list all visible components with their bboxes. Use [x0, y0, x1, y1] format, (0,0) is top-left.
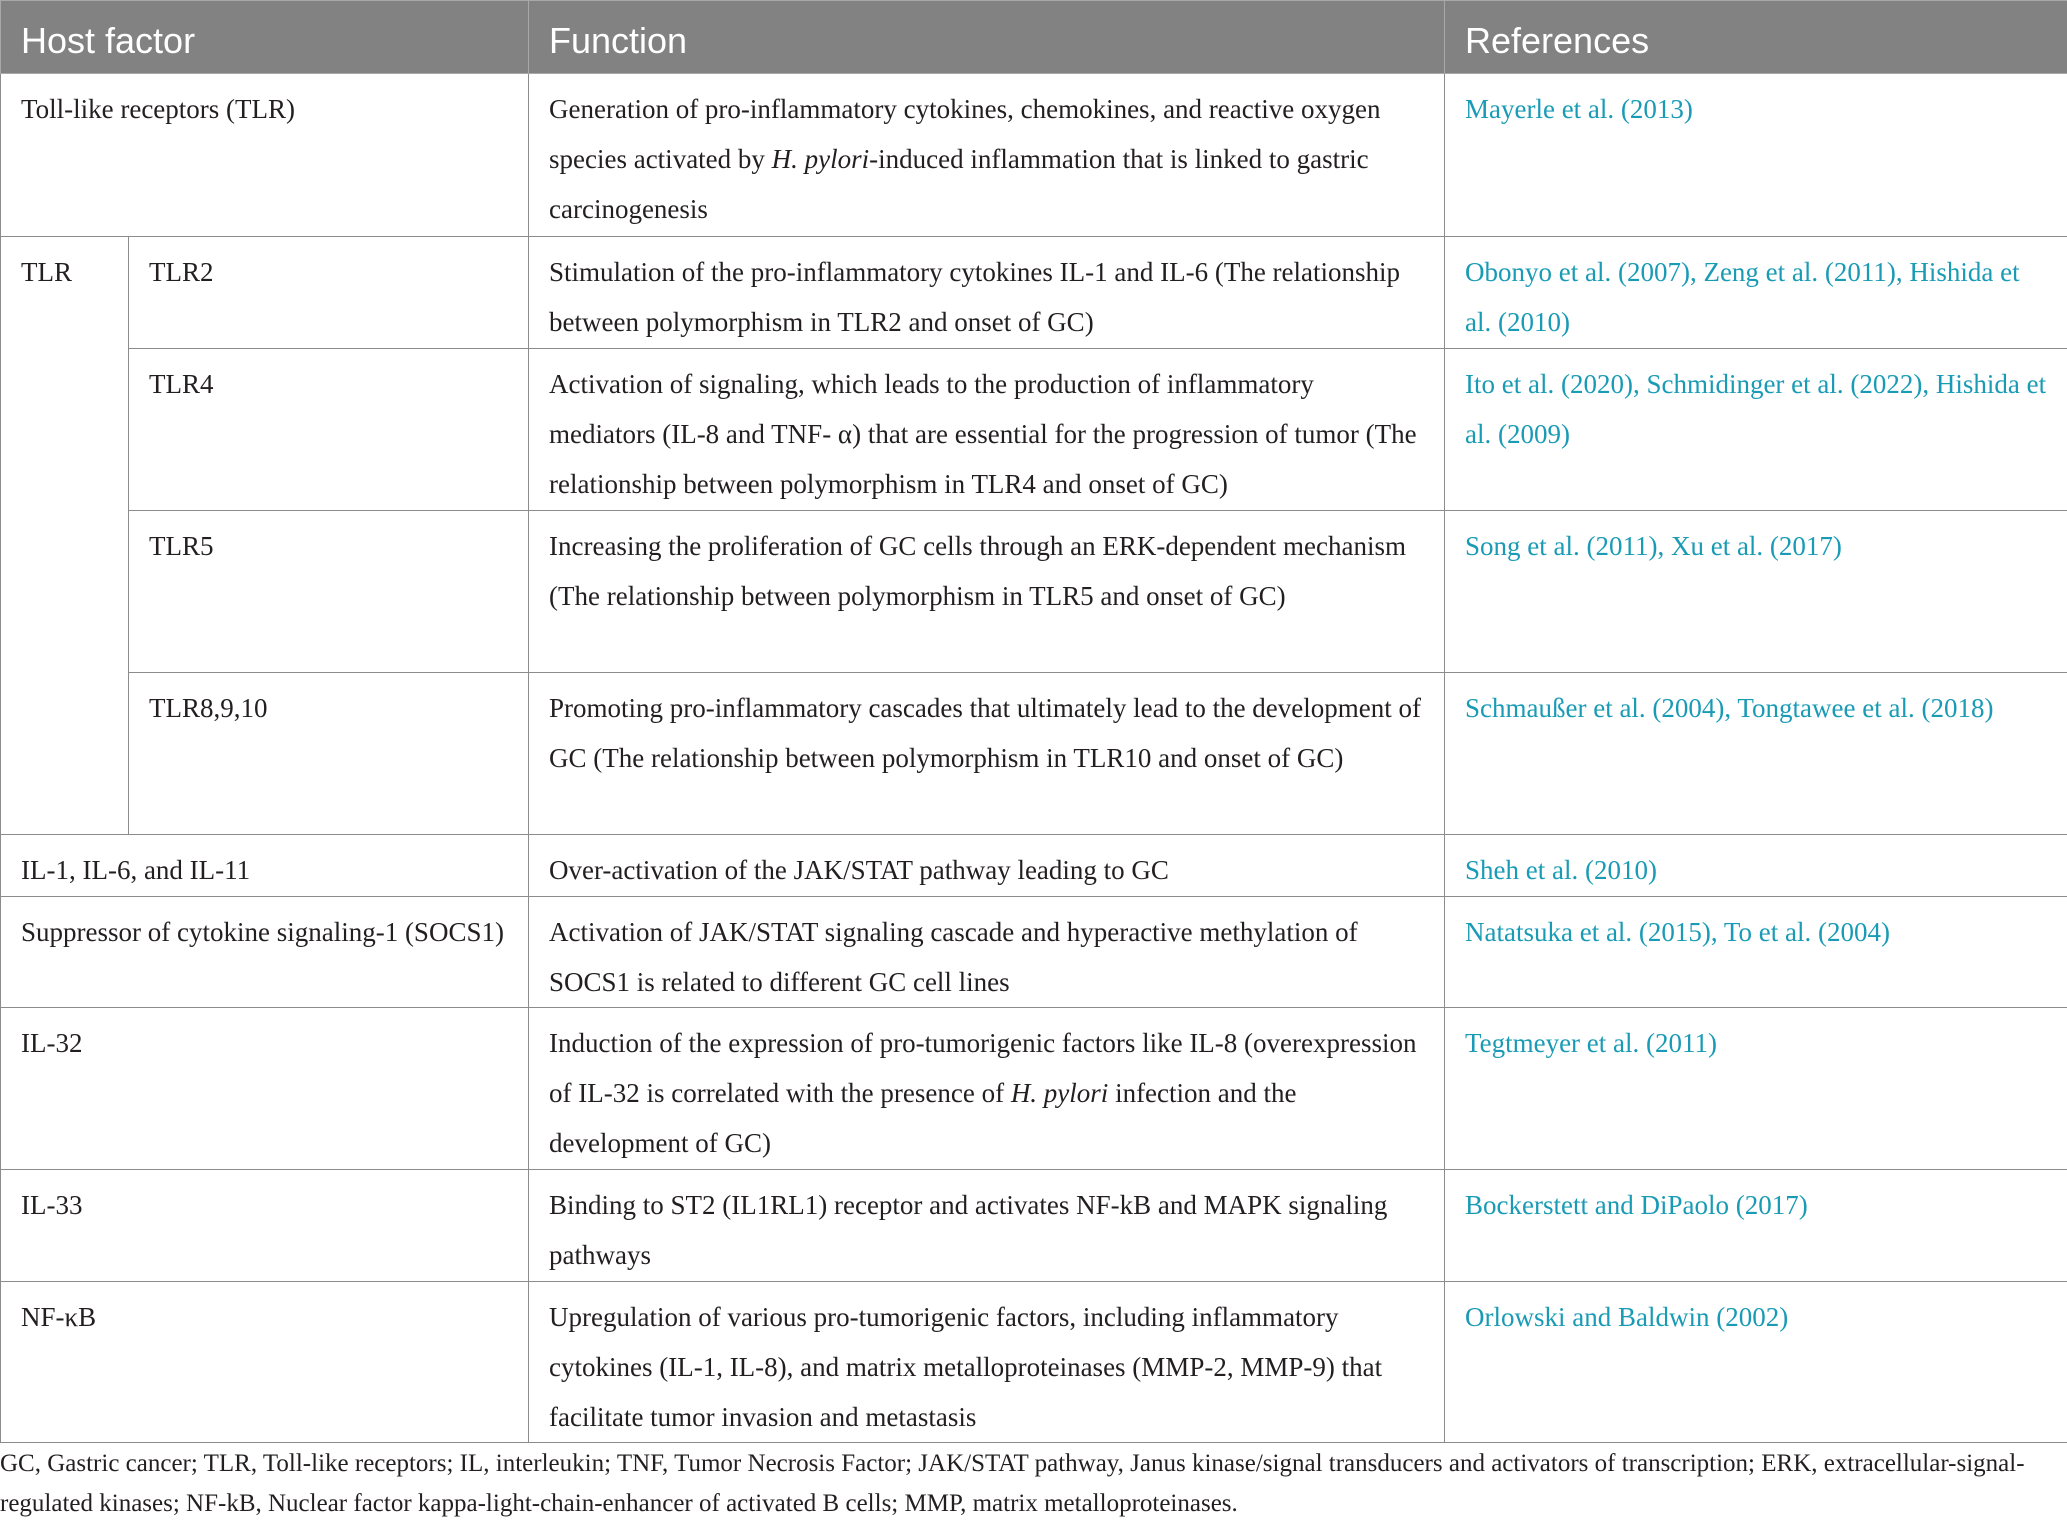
- references-cell[interactable]: Schmaußer et al. (2004), Tongtawee et al. (2018): [1445, 673, 2067, 835]
- function-cell: Binding to ST2 (IL1RL1) receptor and activates NF-kB and MAPK signaling pathways: [529, 1170, 1445, 1282]
- function-cell: [529, 1008, 1445, 1170]
- references-cell[interactable]: Sheh et al. (2010): [1445, 835, 2067, 897]
- function-cell: Activation of JAK/STAT signaling cascade and hyperactive methylation of SOCS1 is related to different GC cell lines: [529, 897, 1445, 1008]
- references-cell[interactable]: Ito et al. (2020), Schmidinger et al. (2022), Hishida et al. (2009): [1445, 349, 2067, 511]
- table-header-row: [1, 1, 2067, 74]
- references-cell[interactable]: Tegtmeyer et al. (2011): [1445, 1008, 2067, 1170]
- group-cell-tlr: TLR: [1, 237, 129, 835]
- table-row: [1, 1170, 2067, 1282]
- subfactor-cell: TLR8,9,10: [129, 673, 529, 835]
- function-cell: Over-activation of the JAK/STAT pathway leading to GC: [529, 835, 1445, 897]
- table-row: [1, 237, 2067, 349]
- host-factor-cell: IL-32: [1, 1008, 529, 1170]
- host-factor-cell: IL-1, IL-6, and IL-11: [1, 835, 529, 897]
- references-cell[interactable]: Song et al. (2011), Xu et al. (2017): [1445, 511, 2067, 673]
- function-cell: Upregulation of various pro-tumorigenic factors, including inflammatory cytokines (IL-1, IL-8), and matrix metalloproteinases (MMP-2, MMP-9) that facilitate tumor invasion and metastasis: [529, 1282, 1445, 1443]
- subfactor-cell: TLR4: [129, 349, 529, 511]
- table-row: [1, 1008, 2067, 1170]
- species-name: H. pylori: [1010, 1078, 1109, 1108]
- header-function: Function: [529, 1, 1445, 74]
- header-host-factor: Host factor: [1, 1, 529, 74]
- host-factor-cell: Toll-like receptors (TLR): [1, 74, 529, 237]
- table-footnote: GC, Gastric cancer; TLR, Toll-like receptors; IL, interleukin; TNF, Tumor Necrosis Factor; JAK/STAT pathway, Janus kinase/signal transducers and activators of transcription; ERK, extracellular-signal-regulated kinases; NF-kB, Nuclear factor kappa-light-chain-enhancer of activated B cells; MMP, matrix metalloproteinases.: [0, 1450, 2025, 1517]
- table-row: [1, 673, 2067, 835]
- species-name: H. pylori: [771, 144, 870, 174]
- function-text: -induced inflammation that is linked to gastric carcinogenesis: [549, 144, 1369, 224]
- table-row: [1, 349, 2067, 511]
- function-cell: Activation of signaling, which leads to the production of inflammatory mediators (IL-8 and TNF- α) that are essential for the progression of tumor (The relationship between polymorphism in TLR4 and onset of GC): [529, 349, 1445, 511]
- function-text: Induction of the expression of pro-tumorigenic factors like IL-8 (overexpression of IL-32 is correlated with the presence of: [549, 1028, 1417, 1108]
- table-row: [1, 897, 2067, 1008]
- table-row: [1, 1282, 2067, 1443]
- subfactor-cell: TLR2: [129, 237, 529, 349]
- subfactor-cell: TLR5: [129, 511, 529, 673]
- references-cell[interactable]: Mayerle et al. (2013): [1445, 74, 2067, 237]
- references-cell[interactable]: Obonyo et al. (2007), Zeng et al. (2011), Hishida et al. (2010): [1445, 237, 2067, 349]
- function-cell: Increasing the proliferation of GC cells through an ERK-dependent mechanism (The relationship between polymorphism in TLR5 and onset of GC): [529, 511, 1445, 673]
- references-cell[interactable]: Orlowski and Baldwin (2002): [1445, 1282, 2067, 1443]
- function-cell: Promoting pro-inflammatory cascades that ultimately lead to the development of GC (The relationship between polymorphism in TLR10 and onset of GC): [529, 673, 1445, 835]
- function-text: Generation of pro-inflammatory cytokines, chemokines, and reactive oxygen species activated by: [549, 94, 1381, 174]
- function-cell: Stimulation of the pro-inflammatory cytokines IL-1 and IL-6 (The relationship between polymorphism in TLR2 and onset of GC): [529, 237, 1445, 349]
- function-cell: [529, 74, 1445, 237]
- table-row: [1, 74, 2067, 237]
- host-factor-cell: Suppressor of cytokine signaling-1 (SOCS1): [1, 897, 529, 1008]
- header-references: References: [1445, 1, 2067, 74]
- host-factor-cell: IL-33: [1, 1170, 529, 1282]
- table-row: [1, 511, 2067, 673]
- references-cell[interactable]: Bockerstett and DiPaolo (2017): [1445, 1170, 2067, 1282]
- references-cell[interactable]: Natatsuka et al. (2015), To et al. (2004): [1445, 897, 2067, 1008]
- function-text: infection and the development of GC): [549, 1078, 1297, 1158]
- host-factor-cell: NF-κB: [1, 1282, 529, 1443]
- table-row: [1, 835, 2067, 897]
